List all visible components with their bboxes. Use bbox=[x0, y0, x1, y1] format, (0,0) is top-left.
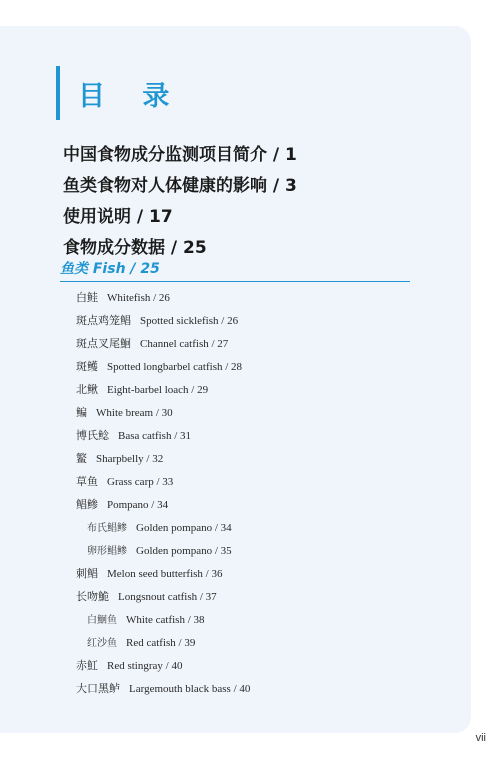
section-header bbox=[60, 258, 410, 282]
entry-english-name: Melon seed butterfish / 36 bbox=[107, 568, 223, 580]
entry-english-name: Spotted longbarbel catfish / 28 bbox=[107, 361, 243, 373]
entry-english-name: Whitefish / 26 bbox=[107, 292, 170, 304]
entry-english-name: Largemouth black bass / 40 bbox=[129, 683, 251, 695]
toc-entry[interactable] bbox=[0, 309, 471, 332]
toc-entry[interactable] bbox=[0, 286, 471, 309]
entry-chinese-name: 大口黑鲈 bbox=[76, 682, 120, 695]
entry-chinese-name: 白鮰鱼 bbox=[87, 615, 117, 626]
entry-english-name: Golden pompano / 34 bbox=[136, 522, 232, 534]
entry-english-name: Golden pompano / 35 bbox=[136, 545, 232, 557]
entry-english-name: Pompano / 34 bbox=[107, 499, 169, 511]
page-title: 目 录 bbox=[78, 81, 184, 112]
entry-chinese-name: 卵形鲳鲹 bbox=[87, 546, 127, 557]
entry-chinese-name: 刺鲳 bbox=[76, 567, 98, 580]
entry-chinese-name: 斑鳠 bbox=[76, 360, 98, 373]
entry-chinese-name: 鳊 bbox=[76, 406, 87, 419]
toc-entry[interactable] bbox=[0, 677, 471, 700]
entry-chinese-name: 白鲑 bbox=[76, 291, 98, 304]
entry-chinese-name: 草鱼 bbox=[76, 475, 98, 488]
page-number: vii bbox=[475, 732, 486, 744]
entry-english-name: Grass carp / 33 bbox=[107, 476, 174, 488]
toc-entry[interactable] bbox=[0, 424, 471, 447]
toc-sub-entry[interactable] bbox=[0, 539, 471, 562]
entry-english-name: Red stingray / 40 bbox=[107, 660, 183, 672]
toc-main-item[interactable]: 鱼类食物对人体健康的影响 / 3 bbox=[63, 176, 297, 196]
toc-main-item[interactable]: 中国食物成分监测项目简介 / 1 bbox=[63, 145, 297, 165]
entry-english-name: Sharpbelly / 32 bbox=[96, 453, 164, 465]
heading-accent-bar bbox=[56, 66, 60, 120]
toc-entry[interactable] bbox=[0, 355, 471, 378]
toc-sub-entry[interactable] bbox=[0, 608, 471, 631]
entry-english-name: Spotted sicklefish / 26 bbox=[140, 315, 239, 327]
entry-chinese-name: 布氏鲳鲹 bbox=[87, 523, 127, 534]
entry-english-name: White catfish / 38 bbox=[126, 614, 205, 626]
toc-entry[interactable] bbox=[0, 493, 471, 516]
entry-list bbox=[0, 286, 471, 700]
toc-entry[interactable] bbox=[0, 654, 471, 677]
toc-entry[interactable] bbox=[0, 332, 471, 355]
toc-entry[interactable] bbox=[0, 470, 471, 493]
entry-chinese-name: 鲳鲹 bbox=[76, 498, 98, 511]
toc-sub-entry[interactable] bbox=[0, 516, 471, 539]
entry-chinese-name: 鳘 bbox=[76, 452, 87, 465]
section-label[interactable]: 鱼类 Fish / 25 bbox=[60, 261, 160, 277]
entry-chinese-name: 长吻鮠 bbox=[76, 590, 109, 603]
toc-main-item[interactable]: 使用说明 / 17 bbox=[63, 207, 173, 227]
entry-chinese-name: 斑点叉尾鮰 bbox=[76, 337, 131, 350]
entry-chinese-name: 赤魟 bbox=[76, 659, 98, 672]
entry-english-name: White bream / 30 bbox=[96, 407, 173, 419]
entry-chinese-name: 红沙鱼 bbox=[87, 638, 117, 649]
main-sections-list bbox=[63, 140, 297, 264]
entry-chinese-name: 博氏鲶 bbox=[76, 429, 109, 442]
entry-english-name: Red catfish / 39 bbox=[126, 637, 196, 649]
toc-sub-entry[interactable] bbox=[0, 631, 471, 654]
toc-entry[interactable] bbox=[0, 447, 471, 470]
entry-english-name: Basa catfish / 31 bbox=[118, 430, 192, 442]
toc-entry[interactable] bbox=[0, 585, 471, 608]
entry-english-name: Channel catfish / 27 bbox=[140, 338, 229, 350]
toc-entry[interactable] bbox=[0, 562, 471, 585]
toc-entry[interactable] bbox=[0, 401, 471, 424]
entry-chinese-name: 斑点鸡笼鲳 bbox=[76, 314, 131, 327]
toc-main-item[interactable]: 食物成分数据 / 25 bbox=[63, 238, 207, 258]
entry-english-name: Longsnout catfish / 37 bbox=[118, 591, 217, 603]
toc-entry[interactable] bbox=[0, 378, 471, 401]
entry-english-name: Eight-barbel loach / 29 bbox=[107, 384, 209, 396]
entry-chinese-name: 北鳅 bbox=[76, 383, 98, 396]
